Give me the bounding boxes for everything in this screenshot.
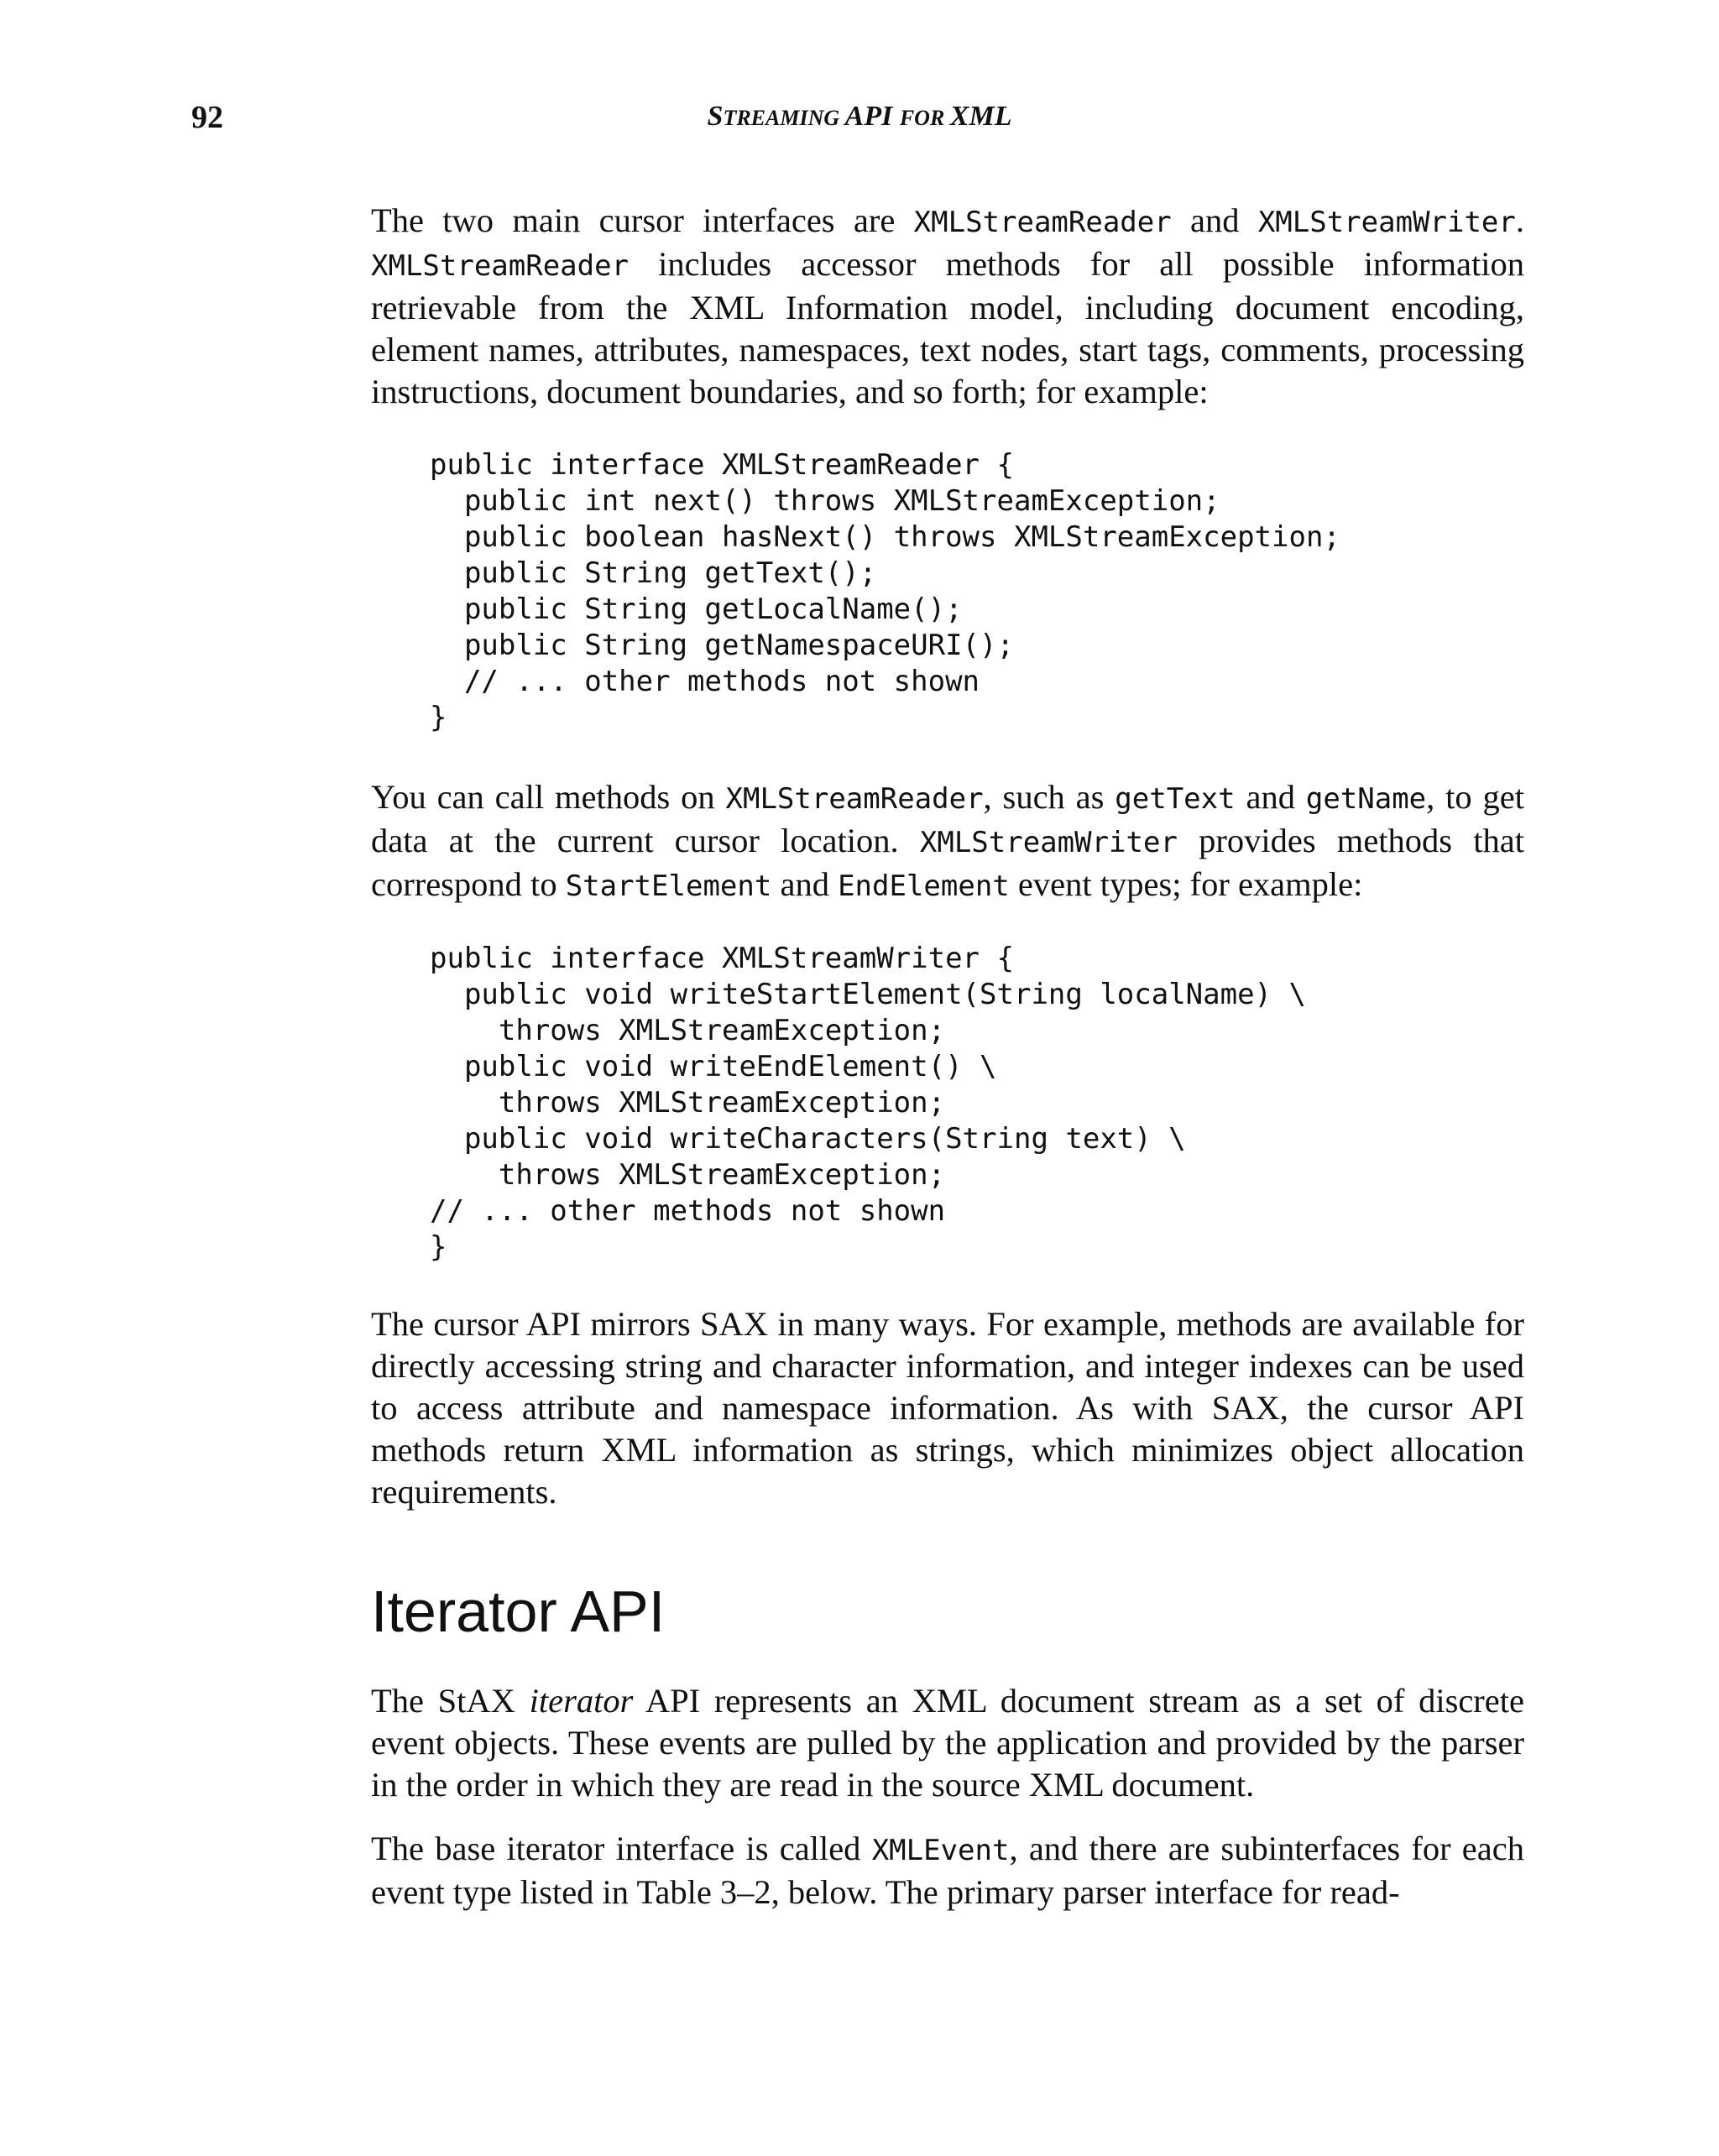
paragraph-base-iterator-interface xyxy=(371,1828,1524,1913)
running-head xyxy=(0,101,1719,133)
text-run: The two main cursor interfaces are xyxy=(371,201,914,239)
text-run: The cursor API mirrors SAX in many ways. For example, methods are available for directly accessing string and character information, and integer indexes can be used to access attribute and namespace information. As with SAX, the cursor API methods return XML information as strings, which minimizes object allocation requirements. xyxy=(371,1305,1524,1511)
page-number: 92 xyxy=(191,100,223,135)
text-run: , such as xyxy=(983,778,1116,816)
text-run: , and there are subinterfaces for each event type listed in Table 3–2, below. The primary parser interface for read- xyxy=(371,1830,1524,1911)
text-run: The StAX xyxy=(371,1682,530,1720)
running-head-part: XML xyxy=(949,101,1012,132)
paragraph-iterator-api xyxy=(371,1680,1524,1806)
text-run: and xyxy=(1235,778,1306,816)
running-head-part: S xyxy=(707,101,724,132)
text-run: event types; for example: xyxy=(1009,865,1363,903)
running-head-part: FOR xyxy=(899,106,950,130)
section-heading-iterator-api: Iterator API xyxy=(371,1579,666,1644)
text-run: includes accessor methods for all possible information retrievable from the XML Information model, including document encoding, element names, attributes, namespaces, text nodes, start tags, comments, processing instructions, document boundaries, and so forth; for example: xyxy=(371,245,1524,410)
paragraph-reader-methods xyxy=(371,776,1524,907)
text-run: You can call methods on xyxy=(371,778,726,816)
inline-code: StartElement xyxy=(565,869,772,903)
inline-code: XMLStreamReader xyxy=(371,249,630,283)
inline-code: XMLStreamWriter xyxy=(919,826,1178,859)
running-head-part: API xyxy=(844,101,900,132)
text-run: API represents an XML document stream as a set of discrete event objects. These events are pulled by the application and provided by the parser in the order in which they are read in the source XML document. xyxy=(371,1682,1524,1804)
text-run: and xyxy=(771,865,839,903)
running-head-part: TREAMING xyxy=(723,106,845,130)
inline-code: XMLEvent xyxy=(871,1834,1010,1867)
paragraph-cursor-api-sax xyxy=(371,1303,1524,1513)
emphasis: iterator xyxy=(529,1682,634,1720)
text-run: and xyxy=(1171,201,1258,239)
text-run: . xyxy=(1515,201,1524,239)
inline-code: EndElement xyxy=(838,869,1010,903)
code-listing-xmlstreamwriter: public interface XMLStreamWriter { public void writeStartElement(String localName) \ throws XMLStreamException; public void writeEndElement() \ throws XMLStreamException; public void writeCharacters(String text) \ throws XMLStreamException; // ... other methods not shown } xyxy=(430,942,1306,1264)
code-listing-xmlstreamreader: public interface XMLStreamReader { public int next() throws XMLStreamException; public boolean hasNext() throws XMLStreamException; public String getText(); public String getLocalName(); public String getNamespaceURI(); // ... other methods not shown } xyxy=(430,448,1340,734)
inline-code: XMLStreamReader xyxy=(725,782,984,816)
paragraph-cursor-interfaces xyxy=(371,200,1524,413)
inline-code: getText xyxy=(1115,782,1236,816)
text-run: The base iterator interface is called xyxy=(371,1830,872,1867)
inline-code: XMLStreamReader xyxy=(913,206,1172,239)
text-run: provides methods that correspond to xyxy=(371,822,1524,903)
text-run: , to get data at the current cursor location. xyxy=(371,778,1525,859)
inline-code: getName xyxy=(1305,782,1427,816)
inline-code: XMLStreamWriter xyxy=(1257,206,1516,239)
